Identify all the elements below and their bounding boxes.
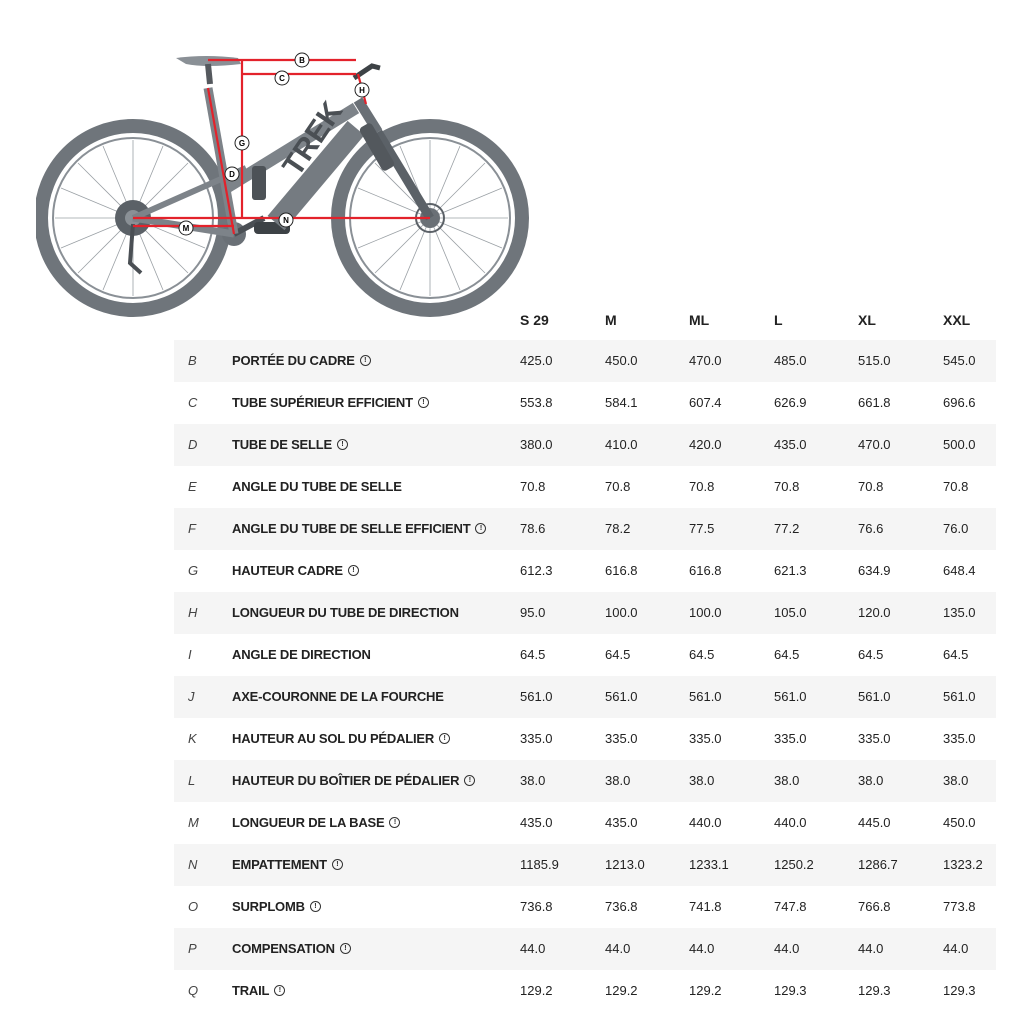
geometry-cell: 500.0 [943,437,976,452]
geometry-cell: 135.0 [943,605,976,620]
geometry-cell: 1286.7 [858,857,898,872]
geometry-cell: 70.8 [858,479,884,494]
geometry-cell: 440.0 [774,815,807,830]
geometry-cell: 76.0 [943,521,969,536]
size-header-s29: S 29 [520,312,549,328]
geometry-row [174,970,996,1012]
geometry-cell: 78.2 [605,521,631,536]
geometry-cell: 584.1 [605,395,638,410]
size-header-l: L [774,312,783,328]
geometry-row [174,424,996,466]
row-label [232,760,475,802]
row-letter: N [188,857,198,872]
geometry-cell: 77.5 [689,521,715,536]
geometry-row [174,928,996,970]
row-label [232,676,444,718]
geometry-cell: 425.0 [520,353,553,368]
geometry-cell: 450.0 [605,353,638,368]
row-letter: D [188,437,198,452]
marker-b [295,53,309,67]
geometry-cell: 1185.9 [520,857,559,872]
geometry-cell: 410.0 [605,437,638,452]
geometry-cell: 100.0 [689,605,722,620]
geometry-cell: 561.0 [605,689,638,704]
geometry-cell: 64.5 [858,647,884,662]
row-label [232,592,459,634]
row-label-text: SURPLOMB [232,899,305,914]
geometry-cell: 76.6 [858,521,884,536]
geometry-row [174,592,996,634]
geometry-cell: 440.0 [689,815,722,830]
geometry-cell: 129.2 [520,983,553,998]
geometry-cell: 607.4 [689,395,722,410]
row-label [232,802,400,844]
geometry-cell: 626.9 [774,395,807,410]
geometry-cell: 64.5 [689,647,715,662]
row-label-text: ANGLE DU TUBE DE SELLE EFFICIENT [232,521,471,536]
row-letter: L [188,773,196,788]
geometry-cell: 64.5 [943,647,969,662]
svg-text:B: B [299,56,305,65]
size-header-xxl: XXL [943,312,971,328]
row-label-text: LONGUEUR DU TUBE DE DIRECTION [232,605,459,620]
geometry-cell: 335.0 [943,731,976,746]
geometry-cell: 561.0 [858,689,891,704]
svg-text:M: M [182,224,190,233]
geometry-cell: 545.0 [943,353,976,368]
row-label-text: COMPENSATION [232,941,335,956]
geometry-cell: 470.0 [689,353,722,368]
geometry-cell: 64.5 [774,647,800,662]
geometry-cell: 38.0 [605,773,631,788]
row-label [232,886,321,928]
marker-d [225,167,239,181]
row-label-text: EMPATTEMENT [232,857,327,872]
geometry-cell: 70.8 [943,479,969,494]
geometry-cell: 44.0 [943,941,969,956]
geometry-cell: 747.8 [774,899,807,914]
geometry-cell: 78.6 [520,521,546,536]
geometry-table [174,340,996,1012]
geometry-cell: 44.0 [605,941,631,956]
row-letter: F [188,521,196,536]
geometry-cell: 335.0 [689,731,722,746]
row-label [232,844,343,886]
row-letter: B [188,353,197,368]
geometry-row [174,340,996,382]
info-icon[interactable]: ! [389,817,400,828]
row-letter: G [188,563,199,578]
svg-text:TREK: TREK [276,95,350,182]
row-label [232,550,359,592]
geometry-cell: 621.3 [774,563,807,578]
geometry-cell: 612.3 [520,563,553,578]
geometry-cell: 616.8 [605,563,638,578]
geometry-cell: 661.8 [858,395,891,410]
geometry-cell: 766.8 [858,899,891,914]
geometry-cell: 561.0 [943,689,976,704]
geometry-cell: 129.3 [858,983,891,998]
row-letter: K [188,731,197,746]
geometry-cell: 470.0 [858,437,891,452]
geometry-cell: 696.6 [943,395,976,410]
geometry-cell: 38.0 [520,773,546,788]
geometry-row [174,718,996,760]
geometry-cell: 70.8 [774,479,800,494]
row-label-text: TUBE SUPÉRIEUR EFFICIENT [232,395,413,410]
geometry-cell: 120.0 [858,605,891,620]
geometry-cell: 70.8 [605,479,631,494]
geometry-cell: 485.0 [774,353,807,368]
info-icon[interactable]: ! [337,439,348,450]
row-label [232,382,429,424]
row-label-text: ANGLE DE DIRECTION [232,647,371,662]
geometry-cell: 1213.0 [605,857,645,872]
svg-text:H: H [359,86,365,95]
geometry-cell: 38.0 [858,773,884,788]
row-label-text: HAUTEUR CADRE [232,563,343,578]
size-header-m: M [605,312,617,328]
info-icon[interactable]: ! [348,565,359,576]
geometry-cell: 445.0 [858,815,891,830]
geometry-cell: 736.8 [605,899,638,914]
geometry-cell: 38.0 [689,773,715,788]
geometry-cell: 129.2 [605,983,638,998]
marker-m [179,221,193,235]
geometry-cell: 77.2 [774,521,800,536]
marker-n [279,213,293,227]
geometry-cell: 95.0 [520,605,546,620]
row-letter: I [188,647,192,662]
geometry-cell: 129.3 [774,983,807,998]
svg-text:C: C [279,74,285,83]
info-icon[interactable]: ! [360,355,371,366]
row-letter: E [188,479,197,494]
size-header-row [520,312,1000,332]
geometry-cell: 634.9 [858,563,891,578]
geometry-cell: 70.8 [689,479,715,494]
row-letter: O [188,899,199,914]
row-label [232,970,285,1012]
geometry-cell: 335.0 [605,731,638,746]
row-label-text: HAUTEUR DU BOÎTIER DE PÉDALIER [232,773,460,788]
row-label [232,508,486,550]
marker-c [275,71,289,85]
geometry-row [174,676,996,718]
geometry-row [174,508,996,550]
geometry-cell: 561.0 [689,689,722,704]
geometry-row [174,466,996,508]
geometry-cell: 435.0 [774,437,807,452]
geometry-cell: 736.8 [520,899,553,914]
svg-text:D: D [229,170,235,179]
geometry-cell: 44.0 [689,941,715,956]
info-icon[interactable]: ! [274,985,285,996]
info-icon[interactable]: ! [439,733,450,744]
row-label-text: ANGLE DU TUBE DE SELLE [232,479,402,494]
row-label-text: HAUTEUR AU SOL DU PÉDALIER [232,731,435,746]
geometry-cell: 44.0 [774,941,800,956]
geometry-cell: 38.0 [774,773,800,788]
geometry-cell: 773.8 [943,899,976,914]
geometry-cell: 435.0 [605,815,638,830]
geometry-cell: 38.0 [943,773,969,788]
row-letter: C [188,395,198,410]
bike-geometry-figure [36,48,536,318]
size-header-xl: XL [858,312,876,328]
geometry-cell: 420.0 [689,437,722,452]
geometry-cell: 741.8 [689,899,722,914]
row-label [232,466,402,508]
row-letter: P [188,941,197,956]
geometry-cell: 561.0 [774,689,807,704]
geometry-cell: 515.0 [858,353,891,368]
row-label-text: LONGUEUR DE LA BASE [232,815,385,830]
row-letter: M [188,815,199,830]
geometry-row [174,634,996,676]
row-letter: J [188,689,195,704]
bike-frame [133,88,356,234]
row-label-text: AXE-COURONNE DE LA FOURCHE [232,689,444,704]
info-icon[interactable]: ! [340,943,351,954]
geometry-cell: 70.8 [520,479,546,494]
geometry-cell: 616.8 [689,563,722,578]
geometry-row [174,550,996,592]
info-icon[interactable]: ! [464,775,475,786]
row-label-text: PORTÉE DU CADRE [232,353,355,368]
geometry-cell: 129.3 [943,983,976,998]
geometry-row [174,802,996,844]
geometry-cell: 129.2 [689,983,722,998]
geometry-cell: 435.0 [520,815,553,830]
row-label-text: TUBE DE SELLE [232,437,332,452]
geometry-cell: 100.0 [605,605,638,620]
marker-g [235,136,249,150]
geometry-row [174,844,996,886]
info-icon[interactable]: ! [332,859,343,870]
geometry-cell: 44.0 [858,941,884,956]
geometry-row [174,886,996,928]
geometry-cell: 44.0 [520,941,546,956]
row-label [232,424,348,466]
row-label [232,634,371,676]
row-letter: Q [188,983,199,998]
info-icon[interactable]: ! [418,397,429,408]
marker-h [355,83,369,97]
row-label-text: TRAIL [232,983,270,998]
geometry-cell: 335.0 [520,731,553,746]
geometry-cell: 64.5 [605,647,631,662]
geometry-cell: 450.0 [943,815,976,830]
geometry-cell: 335.0 [858,731,891,746]
geometry-row [174,760,996,802]
geometry-cell: 380.0 [520,437,553,452]
geometry-cell: 648.4 [943,563,976,578]
size-header-ml: ML [689,312,710,328]
svg-text:G: G [238,139,246,148]
row-label [232,718,450,760]
geometry-cell: 1323.2 [943,857,983,872]
row-label [232,340,371,382]
geometry-cell: 64.5 [520,647,546,662]
row-label [232,928,351,970]
geometry-cell: 561.0 [520,689,553,704]
row-letter: H [188,605,198,620]
info-icon[interactable]: ! [310,901,321,912]
geometry-row [174,382,996,424]
svg-text:N: N [283,216,289,225]
info-icon[interactable]: ! [475,523,486,534]
geometry-cell: 1250.2 [774,857,814,872]
geometry-cell: 1233.1 [689,857,729,872]
geometry-cell: 335.0 [774,731,807,746]
geometry-cell: 553.8 [520,395,553,410]
geometry-cell: 105.0 [774,605,807,620]
